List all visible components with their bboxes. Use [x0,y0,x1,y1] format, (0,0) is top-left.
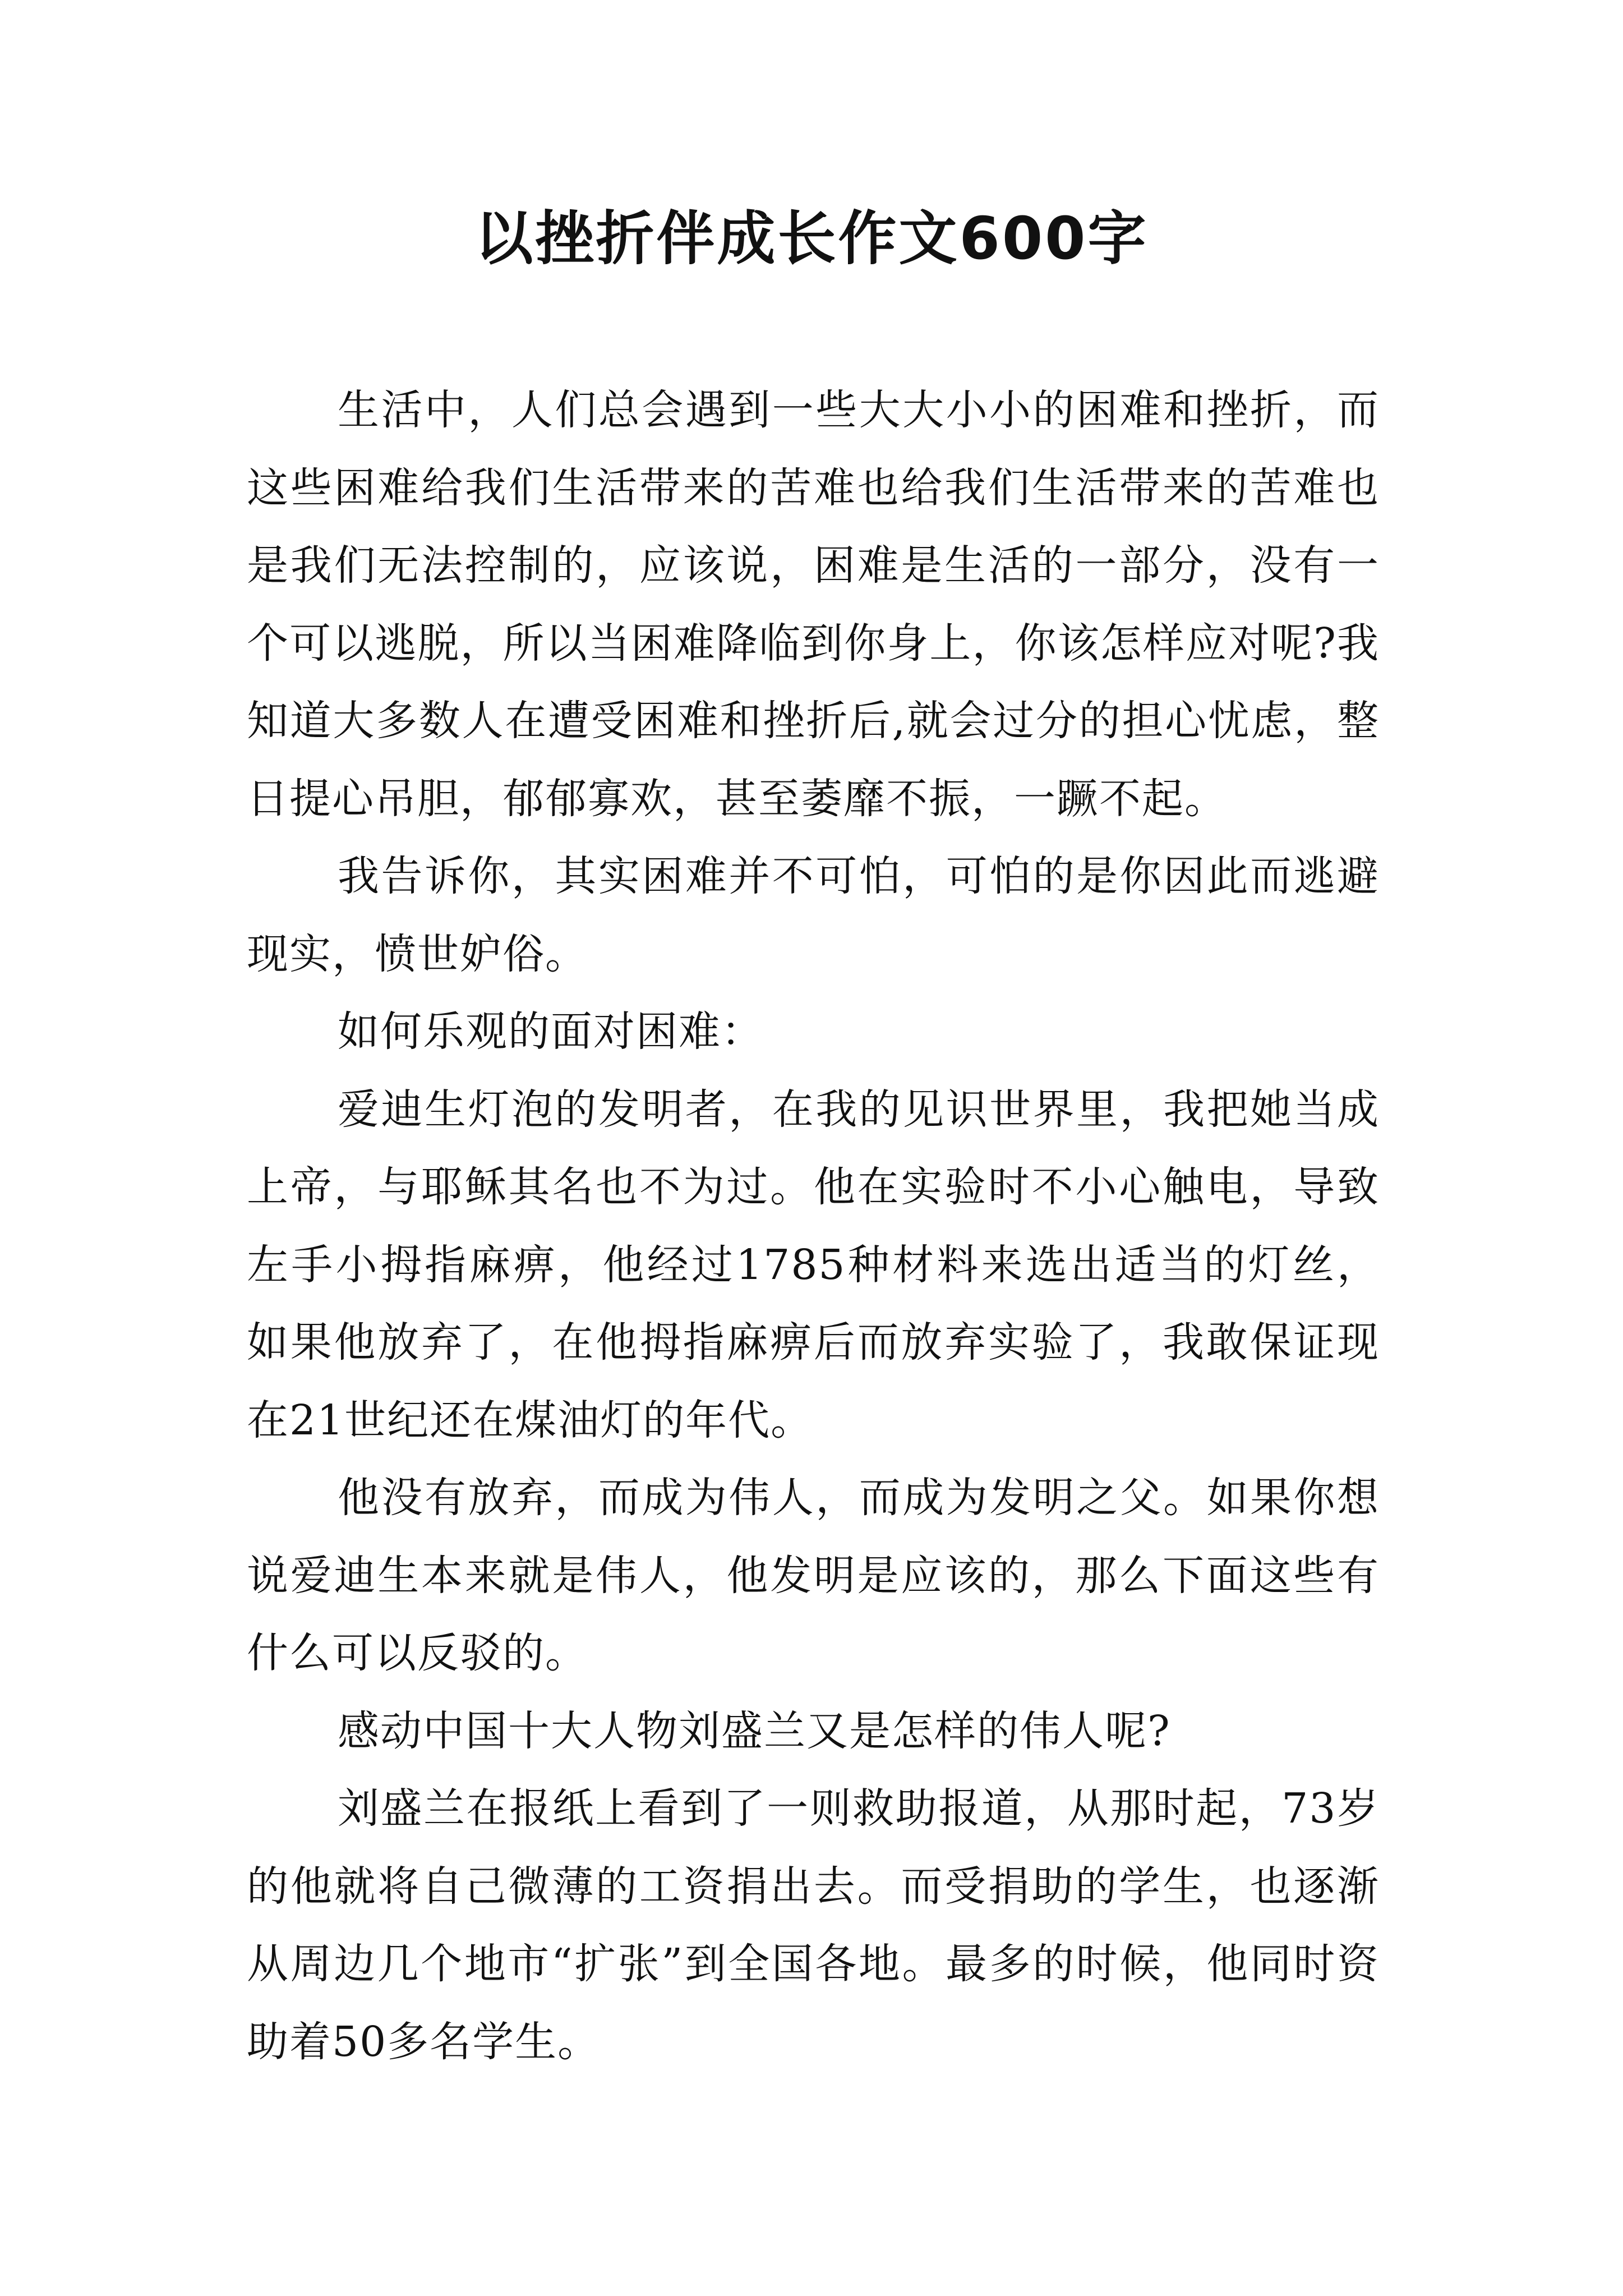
paragraph-5: 他没有放弃，而成为伟人，而成为发明之父。如果你想说爱迪生本来就是伟人，他发明是应该的，那么下面这些有什么可以反驳的。 [247,1474,1380,1677]
paragraph-6: 感动中国十大人物刘盛兰又是怎样的伟人呢? [338,1706,1171,1755]
paragraph-4: 爱迪生灯泡的发明者，在我的见识世界里，我把她当成上帝，与耶稣其名也不为过。他在实验时不小心触电，导致左手小拇指麻痹，他经过1785种材料来选出适当的灯丝，如果他放弃了，在他拇指麻痹后而放弃实验了，我敢保证现在21世纪还在煤油灯的年代。 [247,1085,1380,1444]
paragraph-3: 如何乐观的面对困难： [338,1007,764,1056]
paragraph-7: 刘盛兰在报纸上看到了一则救助报道，从那时起，73岁的他就将自己微薄的工资捐出去。而受捐助的学生，也逐渐从周边几个地市“扩张”到全国各地。最多的时候，他同时资助着50多名学生。 [247,1784,1380,2066]
paragraph-1: 生活中，人们总会遇到一些大大小小的困难和挫折，而这些困难给我们生活带来的苦难也给我们生活带来的苦难也是我们无法控制的，应该说，困难是生活的一部分，没有一个可以逃脱，所以当困难降临到你身上，你该怎样应对呢?我知道大多数人在遭受困难和挫折后,就会过分的担心忧虑，整日提心吊胆，郁郁寡欢，甚至萎靡不振，一蹶不起。 [247,386,1380,823]
document-title: 以挫折伴成长作文600字 [474,204,1149,273]
paragraph-2: 我告诉你，其实困难并不可怕，可怕的是你因此而逃避现实，愤世妒俗。 [247,852,1380,978]
document-body [247,371,1380,2081]
